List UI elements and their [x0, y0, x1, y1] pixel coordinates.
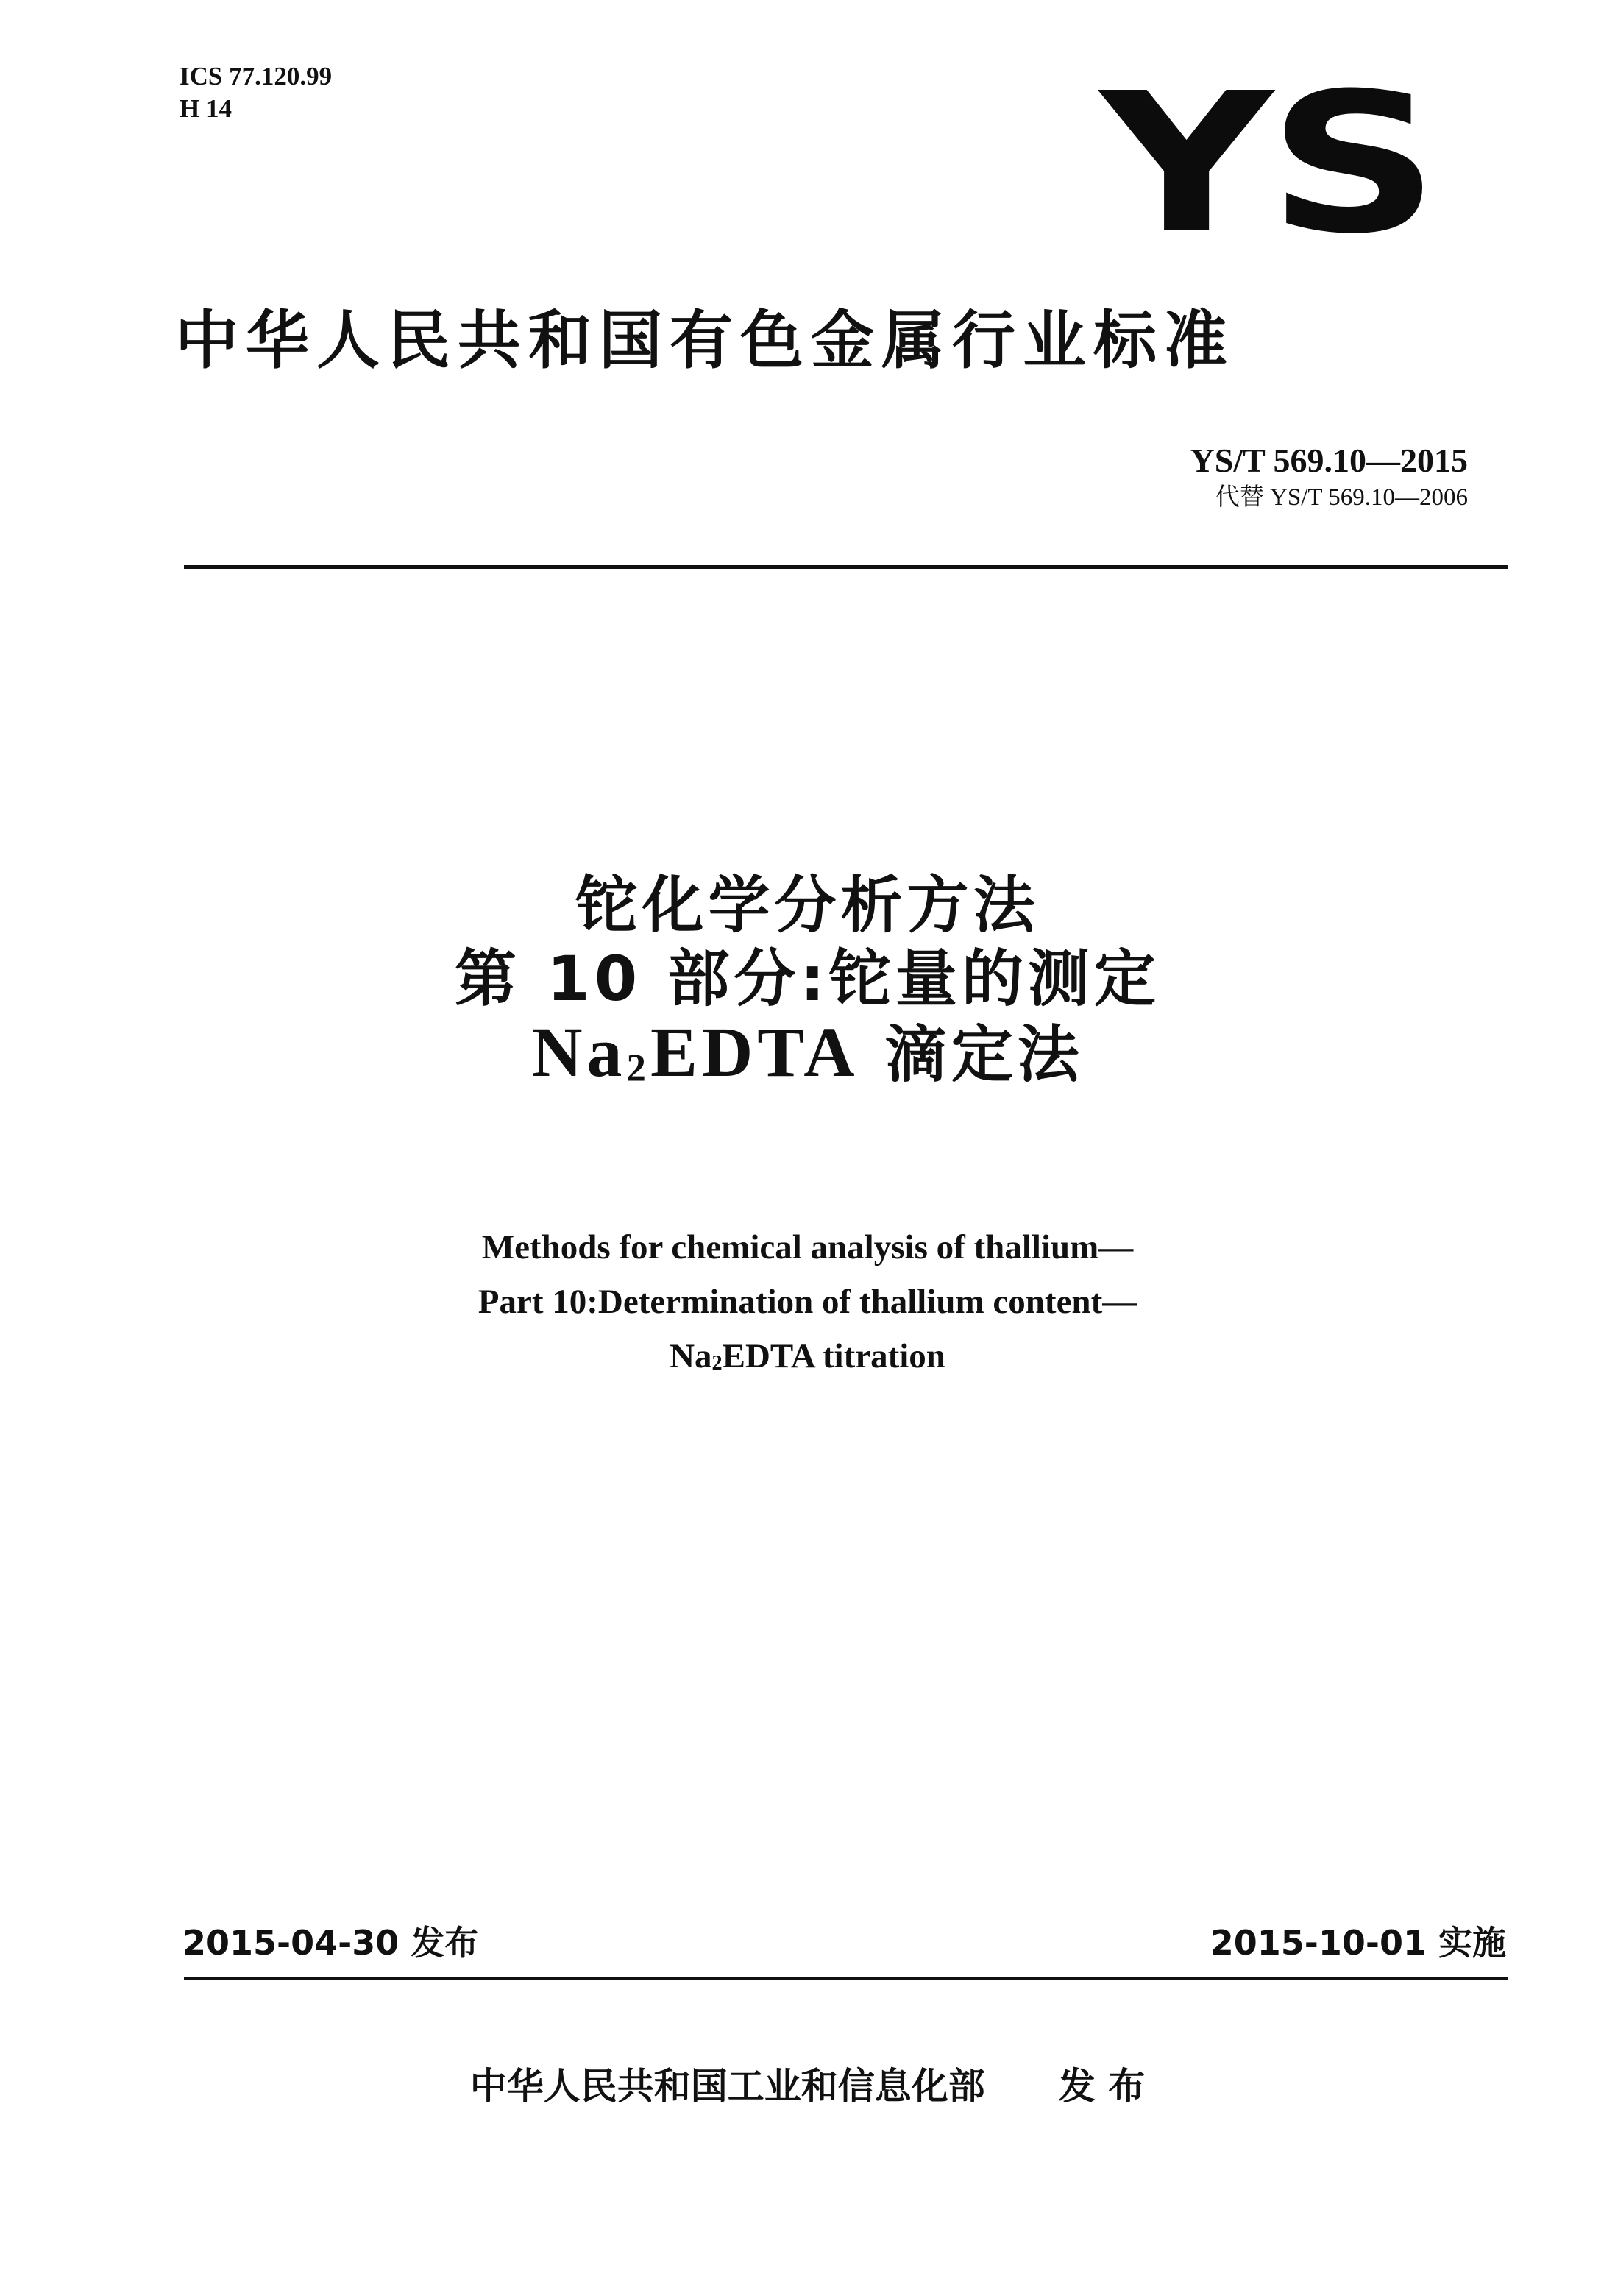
english-title-line-3 — [0, 1329, 1615, 1391]
english-formula-subscript: 2 — [711, 1351, 723, 1375]
english-title — [0, 1220, 1615, 1391]
ys-logo: YS — [1100, 52, 1435, 276]
replaces-standard: 代替 YS/T 569.10—2006 — [1215, 484, 1468, 511]
english-title-rest: EDTA titration — [722, 1337, 945, 1375]
chinese-title-method: 滴定法 — [884, 1018, 1084, 1091]
chinese-title-line-3 — [0, 1013, 1615, 1105]
implementation-date: 2015-10-01 实施 — [1210, 1923, 1506, 1963]
classification-codes — [180, 60, 332, 125]
formula-base: Na — [531, 1013, 627, 1091]
class-code: H 14 — [180, 94, 232, 123]
english-title-line-2: Part 10:Determination of thallium content— — [478, 1283, 1137, 1321]
chinese-title-line-1: 铊化学分析方法 — [575, 869, 1040, 941]
chinese-title — [0, 868, 1615, 1105]
standard-category-title: 中华人民共和国有色金属行业标准 — [175, 304, 1235, 378]
chinese-title-formula — [531, 1013, 859, 1091]
top-divider — [184, 565, 1508, 569]
formula-rest: EDTA — [650, 1013, 859, 1091]
publisher-action: 发 布 — [1058, 2065, 1146, 2108]
ics-code: ICS 77.120.99 — [180, 62, 333, 91]
publisher-name: 中华人民共和国工业和信息化部 — [469, 2065, 985, 2108]
issue-date: 2015-04-30 发布 — [182, 1923, 479, 1963]
english-formula-base: Na — [670, 1337, 712, 1375]
bottom-divider — [184, 1977, 1508, 1980]
english-title-line-1: Methods for chemical analysis of thallium— — [481, 1228, 1134, 1266]
formula-subscript: 2 — [626, 1046, 650, 1090]
chinese-title-line-2: 第 10 部分:铊量的测定 — [455, 943, 1160, 1015]
standard-number: YS/T 569.10—2015 — [1190, 442, 1468, 479]
publisher-line — [0, 2061, 1615, 2112]
